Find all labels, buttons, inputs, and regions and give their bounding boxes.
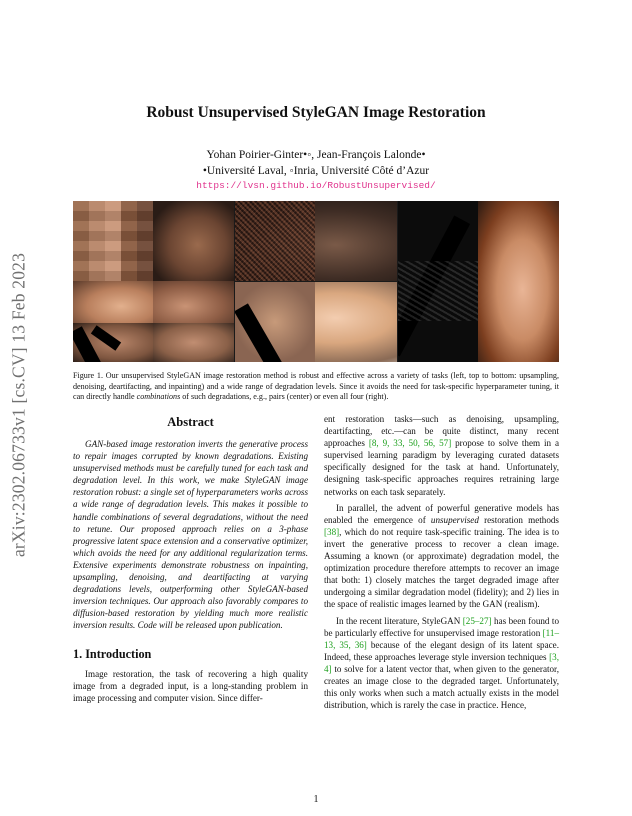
caption-text-b: of such degradations, e.g., pairs (center) or even all four (right).	[180, 392, 389, 402]
page-number: 1	[313, 794, 319, 805]
combined-degradations-bottom	[235, 282, 397, 362]
caption-text-a: Figure 1. Our unsupervised StyleGAN image restoration method is robust and effective across a variety of tasks (left, top to bottom: upsampling, denoising, deartifacting, and inpainting) and a wide range of degradation levels. Since it avoids the need for task-specific hyperparameter tuning, it can directly handle	[73, 371, 559, 402]
citation-link[interactable]: [38]	[324, 526, 340, 537]
right-column	[324, 413, 559, 715]
body-paragraph-2	[324, 502, 559, 611]
project-url-link[interactable]: https://lvsn.github.io/RobustUnsupervised/	[196, 180, 436, 191]
arxiv-stamp	[6, 205, 32, 605]
upsampling-result	[153, 201, 234, 281]
upsampling-example	[73, 201, 153, 281]
inpainting-example	[73, 323, 153, 362]
body-text: to solve for a latent vector that, when given to the generator, creates an image close to the degraded target. Unfortunately, this only works when such a match actually exists in the model distribution, which is rarely the case in practice. Hence,	[324, 663, 559, 711]
abstract-text: GAN-based image restoration inverts the generative process to repair images corrupted by known degradations. Existing unsupervised methods must be carefully tuned for each task and degradation level. In this work, we make StyleGAN image restoration robust: a single set of hyperparameters works across a wide range of degradation levels. This makes it possible to handle combinations of several degradations, without the need to retune. Our proposed approach relies on a 3-phase progressive latent space extension and a conservative optimizer, which avoids the need for any additional regularization terms. Extensive experiments demonstrate robustness on inpainting, upsampling, denoising, and deartifacting at varying degradations levels, outperforming other StyleGAN-based inversion techniques. Our approach also favorably compares to diffusion-based restoration by yielding much more realistic inversion results. Code will be released upon publication.	[73, 439, 308, 631]
body-text: restoration methods	[478, 514, 559, 525]
body-text: has been found to be particularly effective for unsupervised image restoration	[324, 615, 560, 638]
combined-degradations-top	[235, 201, 397, 281]
deartifacting-result	[153, 281, 234, 323]
arxiv-stamp-text: arXiv:2302.06733v1 [cs.CV] 13 Feb 2023	[8, 252, 29, 558]
body-paragraph-3	[324, 615, 559, 712]
author-list: Yohan Poirier-Ginter•◦, Jean-François Lalonde•	[206, 149, 426, 161]
left-column	[73, 413, 308, 708]
intro-heading: 1. Introduction	[73, 646, 152, 661]
affiliation-line: •Université Laval, ◦Inria, Université Côté d’Azur	[202, 165, 430, 177]
all-four-degradations	[398, 201, 559, 362]
teaser-figure	[73, 201, 559, 362]
citation-link[interactable]: [25–27]	[462, 615, 492, 626]
body-paragraph-1	[324, 413, 559, 498]
caption-emphasis: combinations	[136, 392, 181, 402]
body-text: In parallel, the advent of powerful generative models has enabled the emergence of	[324, 502, 559, 525]
citation-link[interactable]: [11–13, 35, 36]	[324, 627, 559, 650]
body-text: because of the elegant design of its latent space. Indeed, these approaches leverage style inversion techniques	[324, 639, 559, 662]
paper-title: Robust Unsupervised StyleGAN Image Restoration	[146, 104, 486, 121]
deartifacting-example	[73, 281, 153, 323]
body-text: propose to solve them in a supervised learning paradigm by leveraging curated datasets specifically designed for the task at hand. Unfortunately, designing task-specific approaches requires retraining large networks on each task separately.	[324, 438, 559, 497]
citation-link[interactable]: [8, 9, 33, 50, 56, 57]	[368, 438, 452, 449]
body-emphasis: unsupervised	[430, 514, 479, 525]
inpainting-result	[153, 323, 234, 362]
figure-caption	[73, 371, 559, 403]
intro-paragraph: Image restoration, the task of recovering a high quality image from a degraded input, is a long-standing problem in image processing and computer vision. Since differ-	[73, 668, 308, 703]
body-text: , which do not require task-specific training. The idea is to invert the generative process to recover a clean image. Assuming a known (or approximate) degradation model, the optimization procedure therefore attempts to recover an image that both: 1) closely matches the target degraded image after undergoing a similar degradation model (fidelity); and 2) lies in the space of realistic images learned by the GAN (realism).	[324, 526, 559, 610]
citation-link[interactable]: [3, 4]	[324, 651, 559, 674]
body-text: In the recent literature, StyleGAN	[336, 615, 463, 626]
body-text: ent restoration tasks—such as denoising, upsampling, deartifacting, etc.—can be quite distinct, many recent approaches	[324, 414, 559, 449]
abstract-heading: Abstract	[167, 415, 214, 429]
